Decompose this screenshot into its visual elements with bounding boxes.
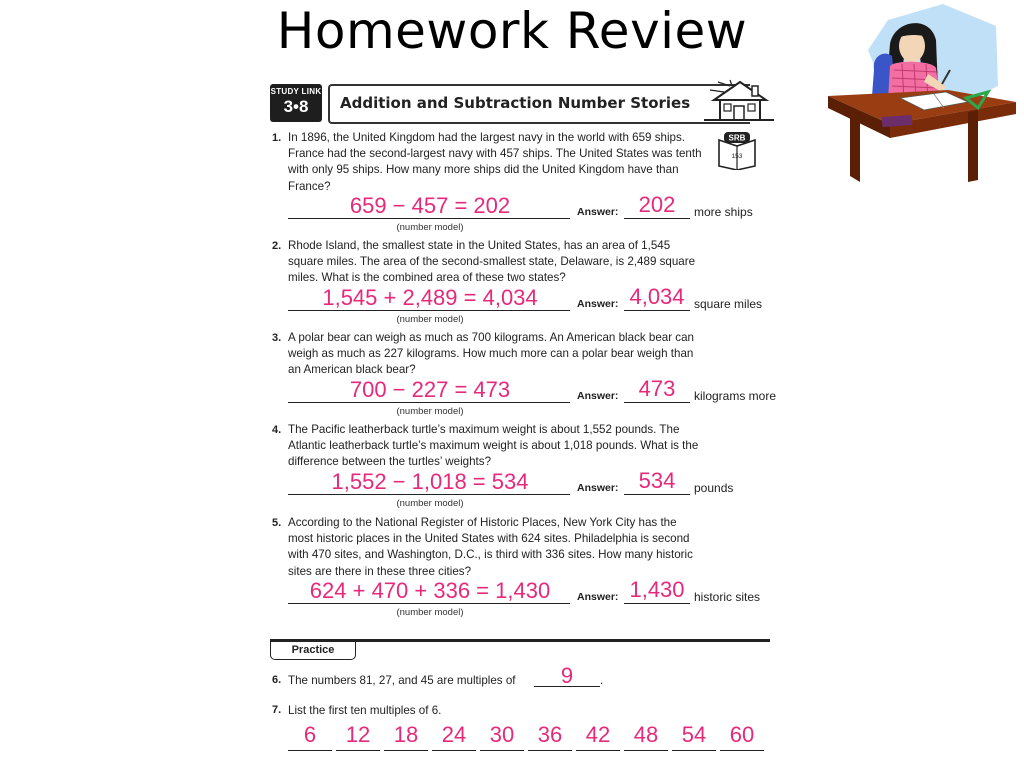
number-model-line <box>288 310 570 311</box>
answer-unit: more ships <box>694 205 753 219</box>
multiple-answer: 12 <box>336 720 380 751</box>
title-box <box>328 84 750 124</box>
answer-unit: kilograms more <box>694 389 777 403</box>
study-link-number: 3•8 <box>283 97 309 116</box>
sbr-label: SRB <box>728 133 746 143</box>
number-model-line <box>288 218 570 219</box>
multiple-answer: 54 <box>672 720 716 751</box>
number-model-line <box>288 603 570 604</box>
answer-value: 4,034 <box>629 284 685 309</box>
worksheet-header <box>270 80 770 120</box>
number-model-answer: 1,552 − 1,018 = 534 <box>331 469 529 494</box>
problem-number: 2. <box>272 240 282 252</box>
worksheet-title: Addition and Subtraction Number Stories <box>340 94 691 112</box>
answer-label: Answer: <box>577 482 619 494</box>
solution-row <box>272 470 772 510</box>
number-model-caption: (number model) <box>396 498 464 509</box>
solution-row <box>272 194 772 234</box>
answer-unit: pounds <box>694 481 734 495</box>
multiple-answer: 30 <box>480 720 524 751</box>
number-model-answer: 659 − 457 = 202 <box>349 193 511 218</box>
problem-number: 7. <box>272 704 282 716</box>
problem-text: The Pacific leatherback turtle’s maximum weight is about 1,552 pounds. The Atlantic leatherback turtle’s maximum weight is about 1,018 pounds. What is the difference between the turtles’ weights? <box>288 423 699 469</box>
multiple-answer: 36 <box>528 720 572 751</box>
answer-line <box>624 218 690 219</box>
answer-line <box>624 494 690 495</box>
answer-label: Answer: <box>577 591 619 603</box>
multiple-answer: 48 <box>624 720 668 751</box>
answer-label: Answer: <box>577 298 619 310</box>
answer-unit: historic sites <box>694 590 761 604</box>
problem-text: In 1896, the United Kingdom had the largest navy in the world with 659 ships. France had the second-largest navy with 457 ships. The United States was tenth with only 95 ships. How many more ships did the United Kingdom have than France? <box>288 131 702 193</box>
answer-value: 534 <box>638 468 676 493</box>
solution-row <box>272 579 772 619</box>
answer-value: 473 <box>638 376 676 401</box>
problem-text: Rhode Island, the smallest state in the United States, has an area of 1,545 square miles. The area of the second-smallest state, Delaware, is 2,489 square miles. What is the combined area of these two states? <box>288 239 696 285</box>
sbr-page: 153 <box>731 153 743 160</box>
answer-unit: square miles <box>694 297 763 311</box>
problem-text: A polar bear can weigh as much as 700 kilograms. An American black bear can weigh as much as 227 kilograms. How much more can a polar bear weigh than an American black bear? <box>288 331 695 377</box>
solution-row <box>272 376 777 418</box>
multiple-answer: 18 <box>384 720 428 751</box>
practice-tab: Practice <box>270 642 356 660</box>
problem-number: 3. <box>272 332 282 344</box>
number-model-answer: 700 − 227 = 473 <box>349 377 511 402</box>
multiple-answer: 60 <box>720 720 764 751</box>
slide-title: Homework Review <box>276 2 748 60</box>
student-at-desk-clipart <box>828 4 1018 184</box>
sentence-period: . <box>600 674 604 687</box>
number-model-caption: (number model) <box>396 222 464 233</box>
answer-value: 1,430 <box>629 577 685 602</box>
house-icon <box>704 74 774 124</box>
number-model-caption: (number model) <box>396 406 464 417</box>
answer-label: Answer: <box>577 390 619 402</box>
multiple-answer: 42 <box>576 720 620 751</box>
problem-6 <box>272 663 772 694</box>
multiple-answer: 24 <box>432 720 476 751</box>
number-model-caption: (number model) <box>396 607 464 618</box>
worksheet <box>268 72 777 762</box>
number-model-answer: 1,545 + 2,489 = 4,034 <box>322 285 538 310</box>
solution-row <box>272 286 772 326</box>
student-reference-book-icon <box>716 130 758 170</box>
answer-line <box>624 603 690 604</box>
answer-line <box>624 402 690 403</box>
number-model-caption: (number model) <box>396 314 464 325</box>
problem-number: 4. <box>272 424 282 436</box>
number-model-line <box>288 494 570 495</box>
problem-text: The numbers 81, 27, and 45 are multiples of <box>288 674 516 687</box>
answer-line <box>624 310 690 311</box>
answer-label: Answer: <box>577 206 619 218</box>
study-link-badge <box>270 84 322 122</box>
answer-value: 202 <box>638 192 676 217</box>
problem-number: 6. <box>272 674 282 686</box>
answer-value: 9 <box>560 663 574 688</box>
problem-number: 5. <box>272 517 282 529</box>
number-model-line <box>288 402 570 403</box>
multiple-answer: 6 <box>288 720 332 751</box>
multiples-list <box>288 720 768 760</box>
problem-text: List the first ten multiples of 6. <box>288 704 442 717</box>
problem-text: According to the National Register of Historic Places, New York City has the most historic places in the United States with 624 sites. Philadelphia is second with 470 sites, and Washington, D.C., is third with 336 sites. How many historic sites are there in these three cities? <box>288 516 693 578</box>
problem-number: 1. <box>272 132 282 144</box>
number-model-answer: 624 + 470 + 336 = 1,430 <box>309 578 551 603</box>
study-link-label: STUDY LINK <box>270 87 322 96</box>
